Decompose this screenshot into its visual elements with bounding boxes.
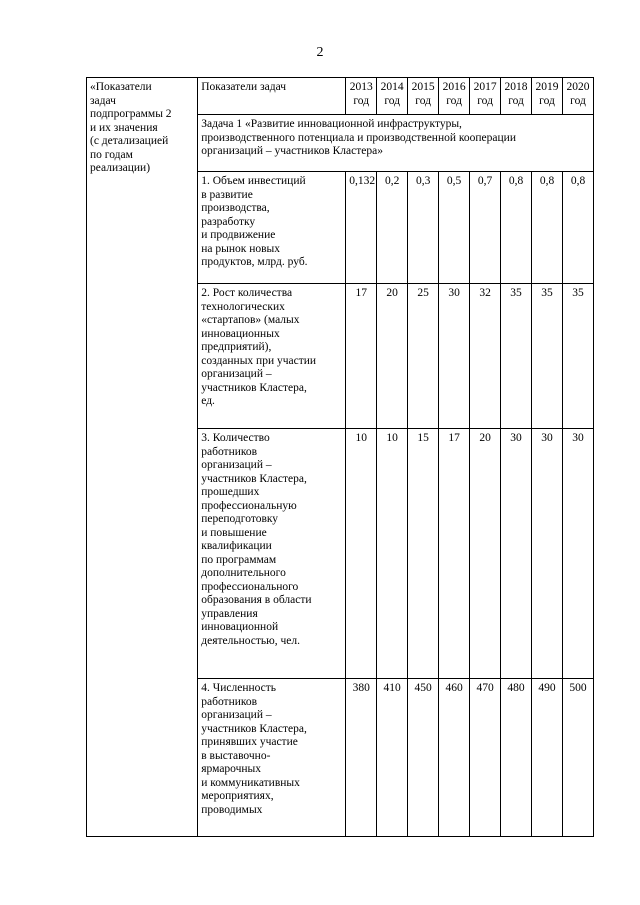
value-cell: 20 — [470, 429, 501, 679]
year-header-2018 — [501, 78, 532, 115]
value-cell: 410 — [377, 679, 408, 837]
left-cell-line: (с детализацией — [90, 135, 169, 147]
value-cell: 380 — [346, 679, 377, 837]
year-number: 2016 — [442, 81, 466, 93]
year-number: 2020 — [566, 81, 590, 93]
indicator-line: участников Кластера, — [201, 472, 307, 485]
year-label: год — [384, 94, 401, 107]
indicator-line: дополнительного — [201, 567, 286, 579]
value-cell: 0,5 — [439, 172, 470, 284]
indicator-line: участников Кластера, — [201, 722, 307, 735]
indicator-line: «стартапов» (малых — [201, 314, 300, 326]
indicator-line: организаций – — [201, 368, 272, 380]
indicator-line: инновационной — [201, 621, 279, 633]
left-cell-line: по годам — [90, 148, 133, 161]
indicator-3-name — [198, 429, 346, 679]
year-header-2016 — [439, 78, 470, 115]
indicator-line: и коммуникативных — [201, 776, 300, 789]
indicator-line: мероприятиях, — [201, 790, 274, 802]
year-label: год — [415, 94, 431, 107]
year-header-2020 — [563, 78, 594, 115]
left-cell-line: реализации) — [90, 162, 151, 174]
task-line: организаций – участников Кластера» — [201, 145, 383, 157]
indicator-line: управления — [201, 607, 258, 620]
left-cell-line: подпрограммы 2 — [90, 108, 172, 120]
left-description-cell — [87, 78, 198, 837]
indicator-line: 4. Численность — [201, 682, 277, 694]
left-cell-line: задач — [90, 94, 116, 107]
value-cell: 460 — [439, 679, 470, 837]
indicator-line: и повышение — [201, 526, 267, 539]
indicator-line: профессионального — [201, 580, 299, 593]
year-header-2019 — [532, 78, 563, 115]
year-number: 2018 — [504, 81, 528, 93]
value-cell: 0,8 — [532, 172, 563, 284]
year-header-2017 — [470, 78, 501, 115]
indicator-line: работников — [201, 445, 258, 458]
value-cell: 30 — [532, 429, 563, 679]
indicator-line: 1. Объем инвестиций — [201, 175, 306, 187]
value-cell: 30 — [563, 429, 594, 679]
value-cell: 0,3 — [408, 172, 439, 284]
indicator-line: организаций – — [201, 709, 272, 721]
indicator-line: прошедших — [201, 486, 260, 498]
value-cell: 500 — [563, 679, 594, 837]
year-label: год — [353, 94, 370, 107]
indicator-line: инновационных — [201, 327, 280, 340]
value-cell: 30 — [439, 284, 470, 429]
indicator-line: предприятий), — [201, 341, 272, 353]
year-number: 2014 — [380, 81, 404, 93]
indicator-line: и продвижение — [201, 229, 276, 241]
value-cell: 15 — [408, 429, 439, 679]
value-cell: 17 — [439, 429, 470, 679]
year-header-2013 — [346, 78, 377, 115]
value-cell: 30 — [501, 429, 532, 679]
year-number: 2015 — [411, 81, 435, 93]
task-line: производственного потенциала и производственной кооперации — [201, 131, 516, 144]
value-cell: 32 — [470, 284, 501, 429]
value-cell: 0,7 — [470, 172, 501, 284]
indicator-line: ед. — [201, 395, 215, 407]
indicator-line: продуктов, млрд. руб. — [201, 256, 308, 268]
value-cell: 470 — [470, 679, 501, 837]
indicator-line: образования в области — [201, 594, 312, 606]
indicator-line: организаций – — [201, 459, 272, 471]
indicator-line: профессиональную — [201, 499, 297, 512]
indicator-line: в развитие — [201, 188, 253, 201]
value-cell: 480 — [501, 679, 532, 837]
indicator-line: производства, — [201, 202, 270, 214]
value-cell: 10 — [346, 429, 377, 679]
value-cell: 450 — [408, 679, 439, 837]
value-cell: 0,2 — [377, 172, 408, 284]
indicator-line: созданных при участии — [201, 354, 317, 367]
indicator-line: технологических — [201, 300, 285, 313]
year-label: год — [477, 94, 493, 107]
year-header-2015 — [408, 78, 439, 115]
value-cell: 0,8 — [501, 172, 532, 284]
indicator-line: работников — [201, 695, 258, 708]
indicator-line: 3. Количество — [201, 432, 270, 444]
indicator-1-name — [198, 172, 346, 284]
value-cell: 490 — [532, 679, 563, 837]
indicator-line: ярмарочных — [201, 763, 262, 775]
value-cell: 0,8 — [563, 172, 594, 284]
value-cell: 20 — [377, 284, 408, 429]
indicator-line: переподготовку — [201, 513, 279, 525]
value-cell: 10 — [377, 429, 408, 679]
year-number: 2019 — [535, 81, 559, 93]
task-1-title — [198, 115, 594, 172]
year-label: год — [446, 94, 462, 107]
value-cell: 0,132 — [346, 172, 377, 284]
value-cell: 25 — [408, 284, 439, 429]
indicator-line: в выставочно- — [201, 749, 271, 762]
indicator-line: принявших участие — [201, 736, 298, 748]
value-cell: 35 — [563, 284, 594, 429]
value-cell: 35 — [501, 284, 532, 429]
indicator-line: разработку — [201, 215, 256, 228]
indicators-table — [86, 77, 594, 837]
indicator-header: Показатели задач — [198, 78, 346, 115]
indicator-line: проводимых — [201, 803, 263, 816]
indicator-line: по программам — [201, 553, 277, 566]
year-label: год — [539, 94, 555, 107]
header-row — [87, 78, 594, 115]
year-number: 2017 — [473, 81, 497, 93]
left-cell-line: и их значения — [90, 121, 158, 134]
page-number: 2 — [316, 45, 324, 60]
year-number: 2013 — [349, 81, 373, 93]
indicator-line: на рынок новых — [201, 242, 281, 255]
indicator-line: квалификации — [201, 540, 272, 552]
year-header-2014 — [377, 78, 408, 115]
indicator-4-name — [198, 679, 346, 837]
indicator-line: 2. Рост количества — [201, 287, 293, 299]
year-label: год — [508, 94, 524, 107]
value-cell: 35 — [532, 284, 563, 429]
indicator-line: деятельностью, чел. — [201, 634, 301, 647]
year-label: год — [570, 94, 586, 107]
indicator-2-name — [198, 284, 346, 429]
task-line: Задача 1 «Развитие инновационной инфраструктуры, — [201, 118, 462, 130]
indicator-line: участников Кластера, — [201, 381, 307, 394]
value-cell: 17 — [346, 284, 377, 429]
left-cell-line: «Показатели — [90, 81, 152, 93]
